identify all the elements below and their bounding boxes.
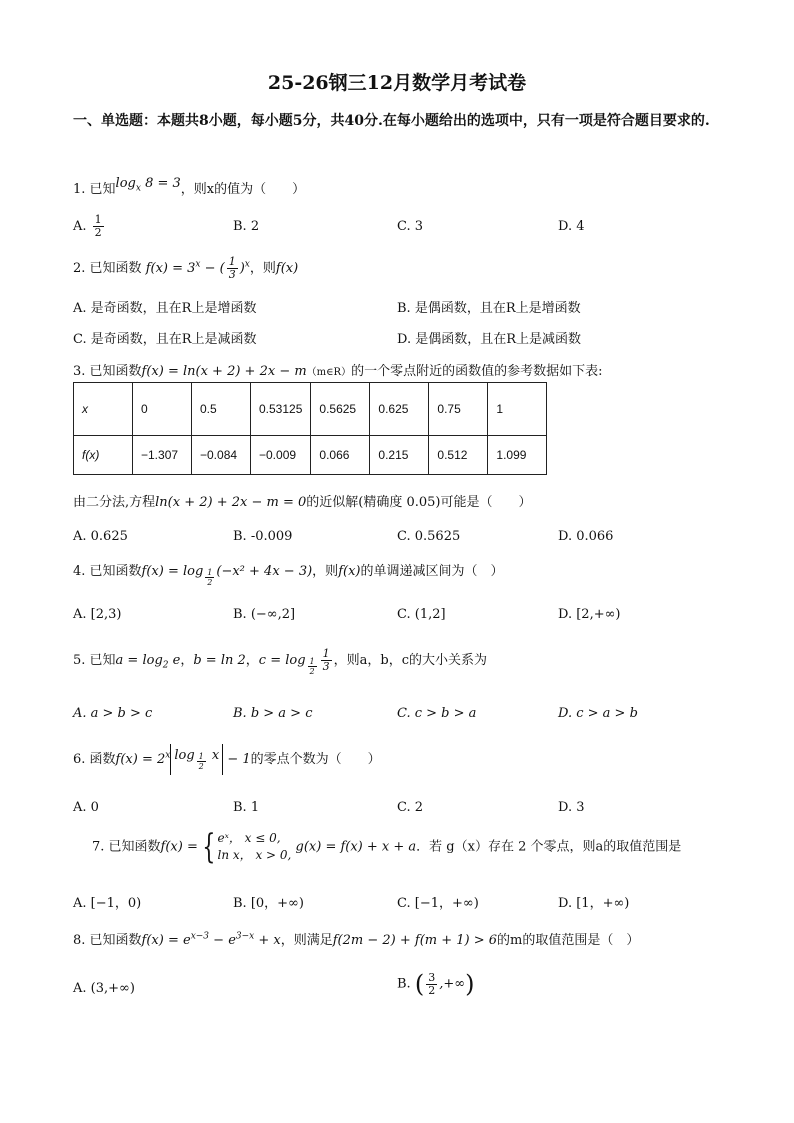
q4-formula: f(x) = log $\frac{1}{2}$ (−x² + 4x − 3)	[141, 564, 313, 587]
q5-c-def: c = log $\frac{1}{2}$ $\frac{1}{3}$	[258, 647, 330, 676]
table-cell: 0	[133, 383, 192, 436]
q1-option-b[interactable]: B. 2	[233, 219, 260, 234]
q1-option-d[interactable]: D. 4	[558, 219, 585, 234]
question-7-stem: 7. 已知函数f(x) = { eˣ， x ≤ 0, ln x， x > 0, g(x) = f(x) + x + a．若 g（x）存在 2 个零点，则a的取值范围是	[92, 827, 682, 867]
q8-option-a[interactable]: A. (3,+∞)	[73, 981, 135, 996]
question-4-stem: 4. 已知函数f(x) = log $\frac{1}{2}$ (−x² + 4x − 3)，则f(x)的单调递减区间为（ ）	[73, 564, 504, 587]
table-cell: 0.512	[429, 436, 488, 475]
section-heading: 一、单选题：本题共8小题，每小题5分，共40分.在每小题给出的选项中，只有一项是符合题目要求的.	[73, 113, 710, 129]
q5-option-c[interactable]: C. c > b > a	[397, 706, 477, 721]
question-3-stem: 3. 已知函数f(x) = ln(x + 2) + 2x − m（m∈R）的一个零点附近的函数值的参考数据如下表:	[73, 364, 603, 379]
q4-option-a[interactable]: A. [2,3)	[73, 607, 122, 622]
q6-option-a[interactable]: A. 0	[73, 800, 99, 815]
q5-option-d[interactable]: D. c > a > b	[558, 706, 638, 721]
q1-option-c[interactable]: C. 3	[397, 219, 424, 234]
q3-formula: f(x) = ln(x + 2) + 2x − m	[141, 364, 307, 379]
table-cell: 1	[488, 383, 547, 436]
q3-option-d[interactable]: D. 0.066	[558, 529, 614, 544]
q7-brace: {	[202, 827, 216, 867]
q8-option-b[interactable]: B. ( $\frac{3}{2}$ ,+∞)	[397, 970, 475, 998]
table-cell: 0.5625	[311, 383, 370, 436]
table-cell: 0.75	[429, 383, 488, 436]
table-cell: x	[74, 383, 133, 436]
q3-reference-table	[73, 382, 547, 475]
question-1-stem	[73, 176, 305, 197]
q8-condition: f(2m − 2) + f(m + 1) > 6	[332, 933, 498, 948]
q7-option-c[interactable]: C. [−1，+∞)	[397, 896, 479, 911]
table-cell: 0.5	[192, 383, 251, 436]
q1-suffix: ，则x的值为（ ）	[180, 182, 306, 197]
table-cell: 0.066	[311, 436, 370, 475]
q1-prefix: 1. 已知	[73, 182, 116, 197]
q7-option-d[interactable]: D. [1，+∞)	[558, 896, 630, 911]
question-2-stem: 2. 已知函数 $f(x) = 3^x$ − ( $\frac{1}{3}$ )$^x$，则f(x)	[73, 255, 299, 281]
question-8-stem: 8. 已知函数$f(x) = e^{x-3} - e^{3-x} + x$，则满足f(2m − 2) + f(m + 1) > 6的m的取值范围是（ ）	[73, 931, 640, 948]
q1-option-a[interactable]: A. $\frac{1}{2}$	[73, 213, 102, 239]
q4-option-c[interactable]: C. (1,2]	[397, 607, 446, 622]
table-cell: 0.53125	[251, 383, 311, 436]
q3-equation: ln(x + 2) + 2x − m = 0	[155, 495, 307, 510]
q3-option-b[interactable]: B. -0.009	[233, 529, 293, 544]
q6-option-d[interactable]: D. 3	[558, 800, 585, 815]
q7-option-a[interactable]: A. [−1，0)	[73, 896, 142, 911]
q1-formula: $\log_x 8 = 3$	[115, 176, 181, 194]
q5-option-a[interactable]: A. a > b > c	[73, 706, 153, 721]
q3-option-c[interactable]: C. 0.5625	[397, 529, 461, 544]
q7-f-label: f(x) =	[160, 839, 198, 855]
q2-formula: $f(x) = 3^x$ − ( $\frac{1}{3}$ )$^x$	[145, 255, 250, 281]
table-cell: 0.215	[370, 436, 429, 475]
table-cell: −0.009	[251, 436, 311, 475]
table-cell: −0.084	[192, 436, 251, 475]
q3-option-a[interactable]: A. 0.625	[73, 529, 128, 544]
table-row	[74, 436, 547, 475]
question-5-stem: 5. 已知$a = \log_2 e$，b = ln 2，c = log $\frac{1}{2}$ $\frac{1}{3}$ ，则a，b，c的大小关系为	[73, 647, 487, 676]
q1-option-a-fraction: $\frac{1}{2}$	[94, 213, 102, 239]
q6-option-b[interactable]: B. 1	[233, 800, 260, 815]
q2-option-b[interactable]: B. 是偶函数，且在R上是增函数	[397, 301, 581, 316]
q6-option-c[interactable]: C. 2	[397, 800, 424, 815]
q6-formula: $f(x) = 2^x$ log $\frac{1}{2}$ x − 1	[116, 752, 251, 767]
q4-option-b[interactable]: B. (−∞,2]	[233, 607, 296, 622]
q7-g-def: g(x) = f(x) + x + a	[295, 839, 417, 855]
q5-option-b[interactable]: B. b > a > c	[233, 706, 313, 721]
exam-title: 25-26钢三12月数学月考试卷	[267, 72, 527, 94]
q4-option-d[interactable]: D. [2,+∞)	[558, 607, 621, 622]
q2-option-a[interactable]: A. 是奇函数，且在R上是增函数	[73, 301, 257, 316]
q5-b-def: b = ln 2	[193, 653, 246, 668]
q2-option-d[interactable]: D. 是偶函数，且在R上是减函数	[397, 332, 582, 347]
table-cell: f(x)	[74, 436, 133, 475]
q7-piecewise: eˣ， x ≤ 0, ln x， x > 0,	[217, 831, 292, 862]
table-row	[74, 383, 547, 436]
q5-a-def: $a = \log_2 e$	[115, 653, 181, 671]
q2-option-c[interactable]: C. 是奇函数，且在R上是减函数	[73, 332, 257, 347]
q7-option-b[interactable]: B. [0，+∞)	[233, 896, 304, 911]
q8-formula: $f(x) = e^{x-3} - e^{3-x} + x$	[141, 931, 281, 948]
q3-followup: 由二分法,方程ln(x + 2) + 2x − m = 0的近似解(精确度 0.05)可能是（ ）	[73, 495, 532, 510]
table-cell: 0.625	[370, 383, 429, 436]
table-cell: −1.307	[133, 436, 192, 475]
question-6-stem: 6. 函数$f(x) = 2^x$ log $\frac{1}{2}$ x − 1的零点个数为（ ）	[73, 744, 381, 775]
table-cell: 1.099	[488, 436, 547, 475]
